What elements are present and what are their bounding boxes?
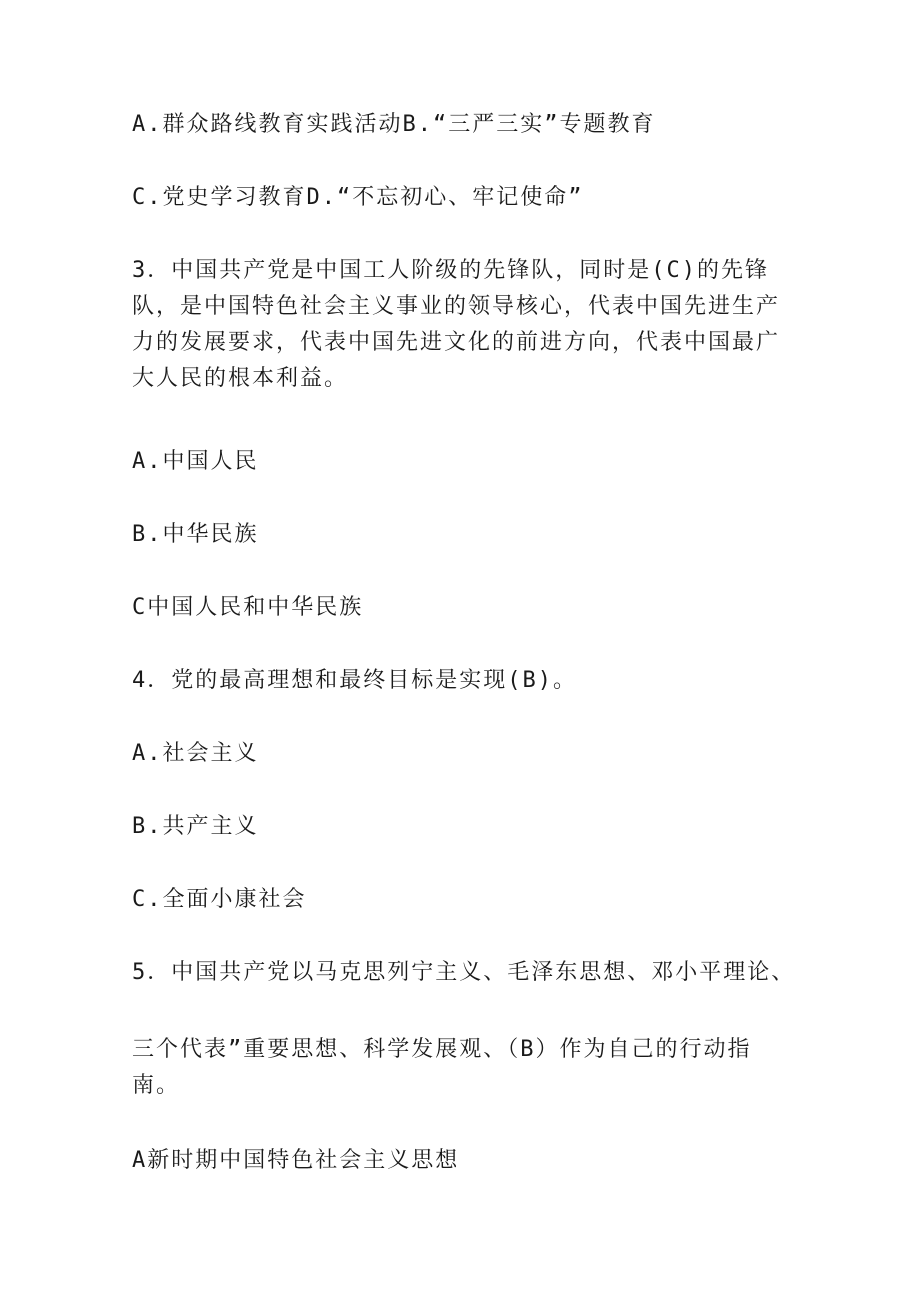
question-3: 3．中国共产党是中国工人阶级的先锋队，同时是(C)的先锋队，是中国特色社会主义事业的领导核心，代表中国先进生产力的发展要求，代表中国先进文化的前进方向，代表中国最广大人民的根本利益。 (132, 258, 781, 391)
option-line-c-d: C.党史学习教育D.“不忘初心、牢记使命” (132, 185, 584, 210)
option-b-q4: B.共产主义 (132, 814, 259, 839)
question-5-line-2: 三个代表”重要思想、科学发展观、（B）作为自己的行动指南。 (132, 1037, 752, 1098)
option-c-q3: C中国人民和中华民族 (132, 595, 364, 620)
option-c-q4: C.全面小康社会 (132, 887, 307, 912)
question-5-line-1: 5．中国共产党以马克思列宁主义、毛泽东思想、邓小平理论、 (132, 960, 796, 985)
option-b-q3: B.中华民族 (132, 522, 259, 547)
option-a-q5: A新时期中国特色社会主义思想 (132, 1148, 460, 1173)
option-line-a-b: A.群众路线教育实践活动B.“三严三实”专题教育 (132, 112, 656, 137)
question-4: 4．党的最高理想和最终目标是实现(B)。 (132, 668, 577, 693)
option-a-q4: A.社会主义 (132, 741, 259, 766)
option-a-q3: A.中国人民 (132, 449, 259, 474)
